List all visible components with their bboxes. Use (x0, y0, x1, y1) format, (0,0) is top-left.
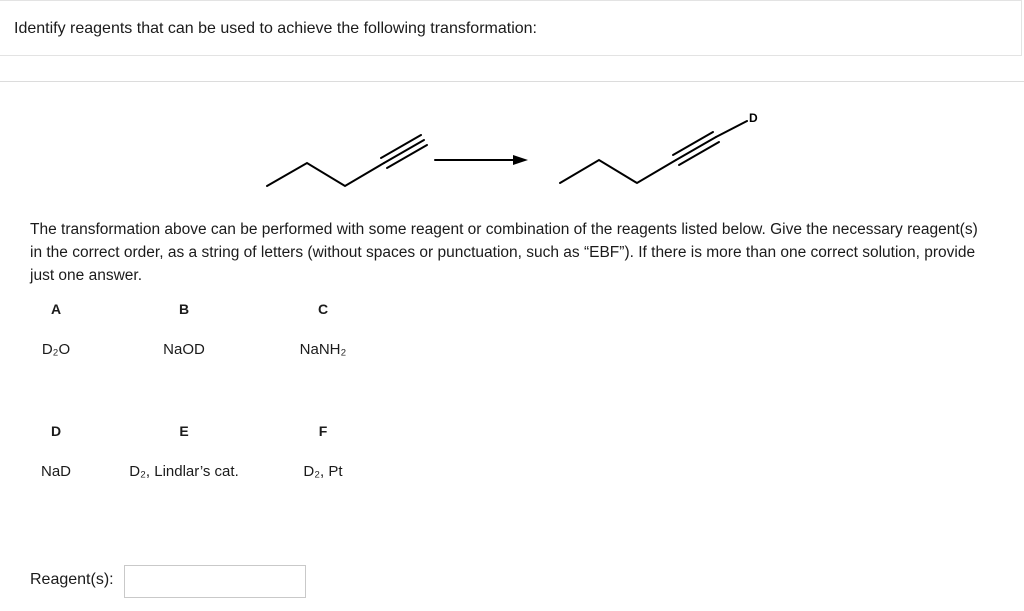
product-chain (560, 160, 676, 183)
reagent-letter-e: E (179, 423, 189, 439)
reagent-letter-c: C (317, 301, 329, 317)
reagents-answer-input[interactable] (124, 565, 306, 598)
reagent-letter-a: A (50, 301, 62, 317)
reactant-triple-bond (381, 135, 427, 168)
question-prompt: Identify reagents that can be used to achieve the following transformation: (14, 20, 537, 37)
deuterium-label: D (749, 111, 758, 125)
reagent-name-f: D₂, Pt (303, 463, 343, 480)
reagent-name-e: D₂, Lindlar’s cat. (129, 463, 239, 480)
product-triple-bond (673, 132, 719, 165)
reagent-name-d: NaD (40, 463, 71, 480)
reagent-name-b: NaOD (163, 341, 205, 358)
reaction-scheme (0, 0, 1024, 200)
reagent-letter-d: D (50, 423, 62, 439)
reagent-name-c: NaNH₂ (299, 341, 347, 358)
reagent-letter-b: B (178, 301, 190, 317)
reactant-chain (267, 163, 384, 186)
reaction-arrow-head (513, 155, 528, 165)
reagent-name-a: D₂O (41, 341, 71, 358)
reagents-field-label: Reagent(s): (30, 571, 114, 588)
product-d-bond (716, 121, 747, 137)
instructions-text: The transformation above can be performed with some reagent or combination of the reagents listed below. Give the necessary reagent(s) in the correct order, as a string of letters (without spaces or punctuation, such as “EBF”). If there is more than one correct solution, provide just one answer. (30, 221, 978, 284)
reagent-letter-f: F (318, 423, 328, 439)
